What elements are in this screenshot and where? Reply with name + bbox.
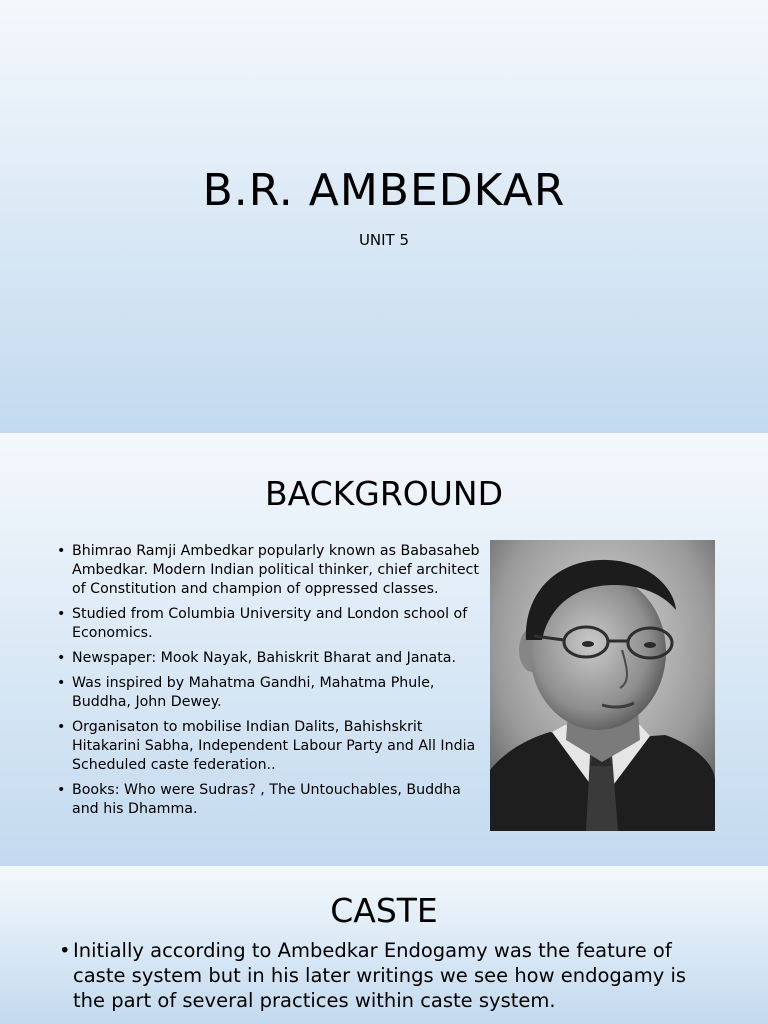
presentation-title: B.R. AMBEDKAR bbox=[202, 165, 566, 216]
list-item: • Was inspired by Mahatma Gandhi, Mahatma Phule, Buddha, John Dewey. bbox=[55, 674, 485, 712]
list-item: • Organisaton to mobilise Indian Dalits, Bahishskrit Hitakarini Sabha, Independent Labour Party and All India Scheduled caste federation.. bbox=[55, 718, 485, 775]
list-item: • Initially according to Ambedkar Endogamy was the feature of caste system but in his later writings we see how endogamy is the part of several practices within caste system. bbox=[57, 938, 717, 1013]
background-slide bbox=[0, 433, 768, 866]
caste-slide-title: CASTE bbox=[330, 891, 438, 930]
background-bullet-list bbox=[55, 542, 485, 825]
portrait-illustration bbox=[490, 540, 715, 831]
list-item: • Bhimrao Ramji Ambedkar popularly known as Babasaheb Ambedkar. Modern Indian political thinker, chief architect of Constitution and champion of oppressed classes. bbox=[55, 542, 485, 599]
presentation-subtitle: UNIT 5 bbox=[358, 231, 410, 249]
list-item: • Studied from Columbia University and London school of Economics. bbox=[55, 605, 485, 643]
title-slide bbox=[0, 0, 768, 433]
portrait-photo bbox=[490, 540, 715, 831]
background-slide-title: BACKGROUND bbox=[264, 474, 504, 513]
caste-bullet-list bbox=[57, 938, 717, 1017]
list-item: • Books: Who were Sudras? , The Untouchables, Buddha and his Dhamma. bbox=[55, 781, 485, 819]
list-item: • Newspaper: Mook Nayak, Bahiskrit Bharat and Janata. bbox=[55, 649, 485, 668]
caste-slide bbox=[0, 866, 768, 1024]
